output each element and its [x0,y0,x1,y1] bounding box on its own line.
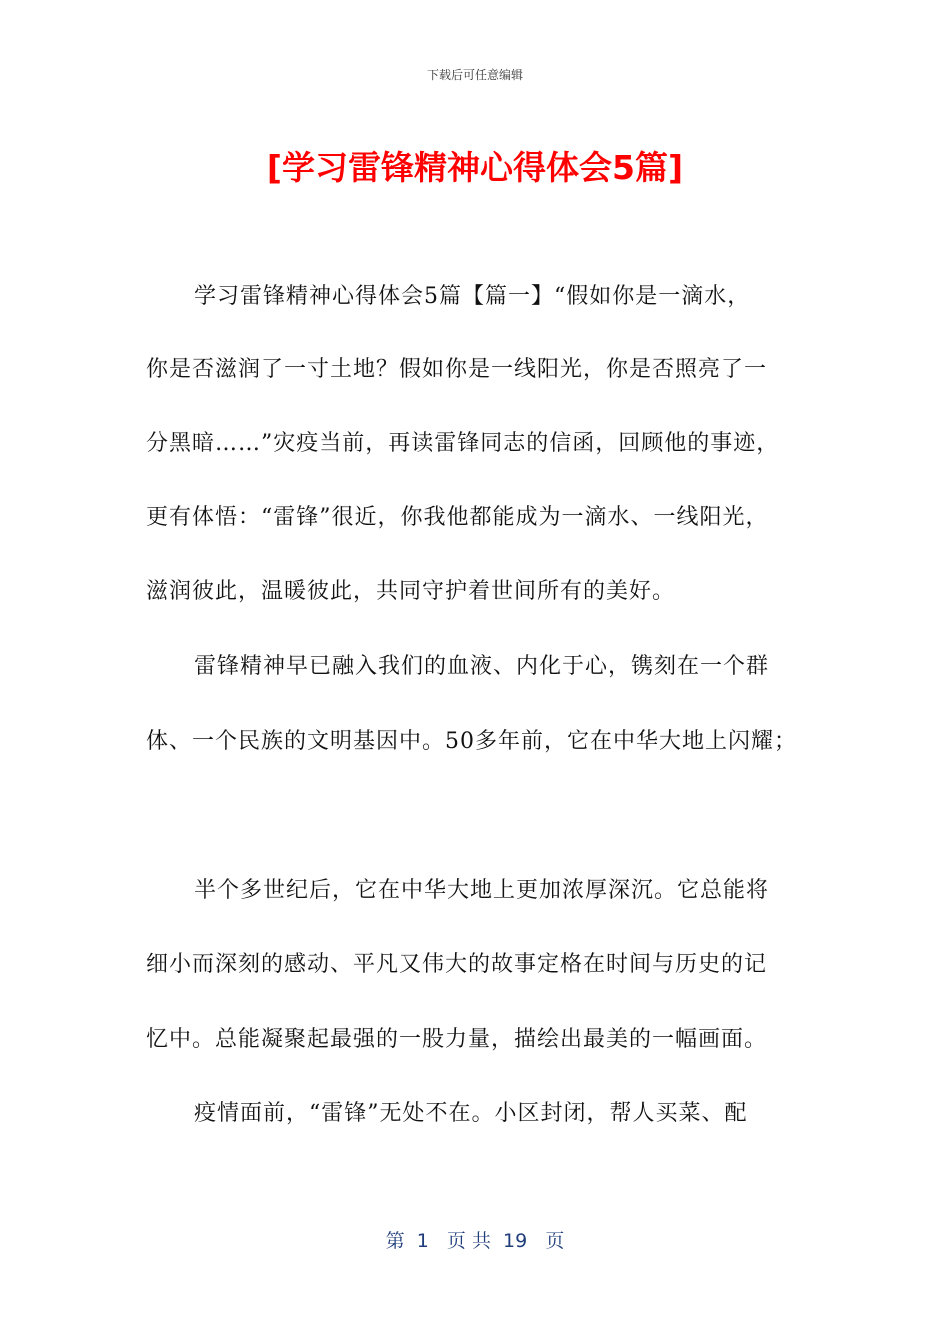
body-line-10: 忆中。总能凝聚起最强的一股力量，描绘出最美的一幅画面。 [146,1027,768,1052]
body-line-8: 半个多世纪后，它在中华大地上更加浓厚深沉。它总能将 [194,878,770,903]
header-note: 下载后可任意编辑 [426,68,523,82]
body-line-11: 疫情面前，“雷锋”无处不在。小区封闭，帮人买菜、配 [194,1101,748,1126]
body-line-3: 分黑暗……”灾疫当前，再读雷锋同志的信函，回顾他的事迹， [146,431,780,456]
body-line-9: 细小而深刻的感动、平凡又伟大的故事定格在时间与历史的记 [146,952,768,977]
body-line-2: 你是否滋润了一寸土地？假如你是一线阳光，你是否照亮了一 [146,357,768,382]
page-number-footer: 第 1 页 共 19 页 [385,1230,565,1252]
body-line-7: 体、一个民族的文明基因中。50多年前，它在中华大地上闪耀； [146,729,797,754]
body-line-6: 雷锋精神早已融入我们的血液、内化于心，镌刻在一个群 [194,654,770,679]
document-title: [学习雷锋精神心得体会5篇] [266,148,684,187]
body-line-1: 学习雷锋精神心得体会5篇【篇一】“假如你是一滴水， [194,284,751,309]
body-line-4: 更有体悟：“雷锋”很近，你我他都能成为一滴水、一线阳光， [146,505,769,530]
body-line-5: 滋润彼此，温暖彼此，共同守护着世间所有的美好。 [146,579,676,604]
